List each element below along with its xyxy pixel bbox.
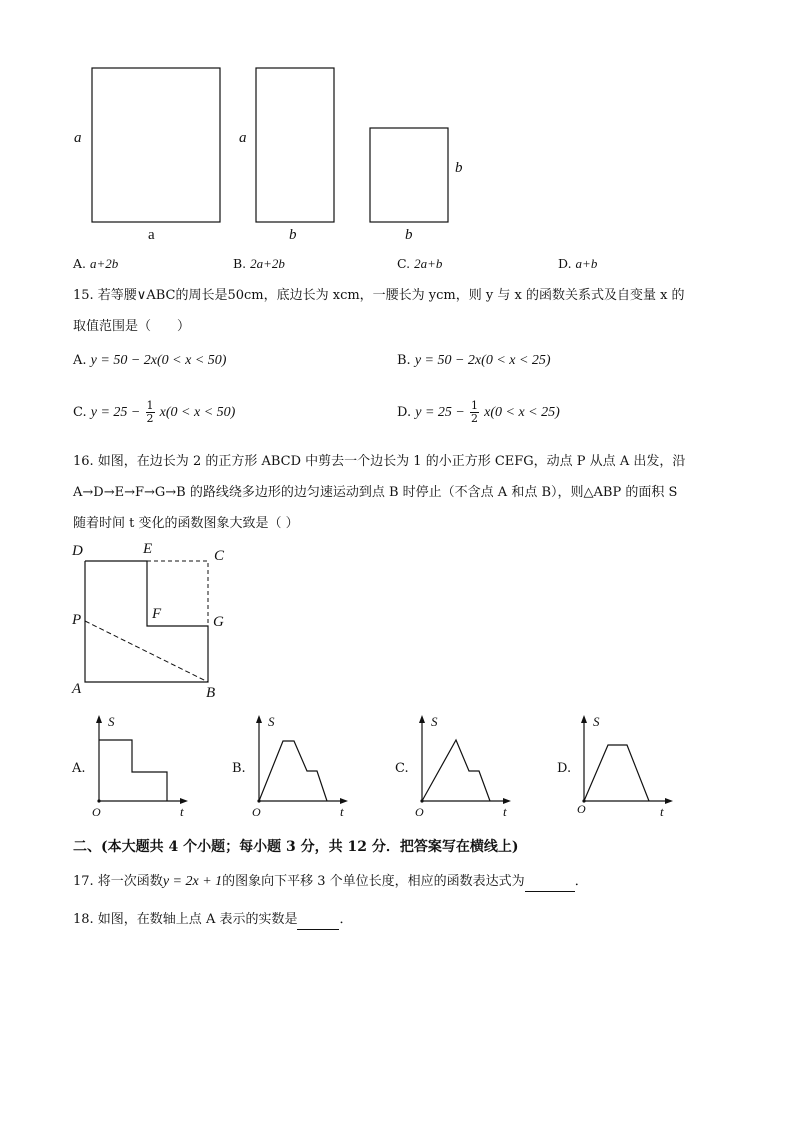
fraction-numerator: 1: [146, 399, 154, 412]
q18-end: ．: [339, 912, 353, 927]
q15-option-d[interactable]: [397, 398, 560, 428]
fraction-numerator: 1: [470, 399, 478, 412]
q15-stem-line1: 15. 若等腰∨ABC的周长是50cm，底边长为 xcm，一腰长为 ycm，则 y 与 x 的函数关系式及自变量 x 的: [73, 288, 685, 303]
rect1-bottom-label: a: [148, 227, 155, 243]
rect2-side-label: a: [239, 130, 247, 146]
q16-stem-line3: 随着时间 t 变化的函数图象大致是（ ）: [73, 516, 299, 531]
option-text: 2a+2b: [250, 256, 285, 271]
origin-label: O: [252, 805, 261, 819]
q16-option-d[interactable]: [555, 712, 685, 822]
q18: [73, 911, 352, 930]
y-axis-arrow: [256, 715, 262, 723]
q16-option-a[interactable]: [70, 712, 200, 822]
rect2-bottom-label: b: [289, 227, 297, 243]
option-letter: A.: [72, 761, 86, 776]
y-axis-arrow: [419, 715, 425, 723]
q15-option-a[interactable]: [73, 352, 226, 370]
point-a-label: A: [72, 681, 82, 697]
option-post: x(0 < x < 25): [484, 405, 560, 420]
point-g-label: G: [213, 614, 224, 630]
graph-d: [555, 712, 685, 822]
point-b-label: B: [206, 685, 216, 701]
q15-option-c[interactable]: [73, 398, 235, 428]
q14-option-a[interactable]: [73, 255, 118, 273]
q18-answer-blank[interactable]: [297, 911, 339, 930]
option-letter: D.: [397, 405, 412, 420]
q14-option-d[interactable]: [558, 255, 597, 273]
origin-dot: [97, 799, 100, 802]
option-letter: C.: [395, 761, 409, 776]
q16-stem-line1: 16. 如图，在边长为 2 的正方形 ABCD 中剪去一个边长为 1 的小正方形 CEFG，动点 P 从点 A 出发，沿: [73, 454, 686, 469]
point-e-label: E: [143, 541, 153, 557]
fraction-denominator: 2: [470, 412, 478, 425]
origin-label: O: [577, 802, 586, 816]
rect-a-by-a: [92, 68, 220, 222]
q18-pre: 18. 如图，在数轴上点 A 表示的实数是: [73, 912, 298, 927]
option-letter: B.: [233, 256, 247, 271]
q17-pre: 17. 将一次函数: [73, 874, 163, 889]
option-pre: y = 25 −: [415, 405, 465, 420]
q14-option-c[interactable]: [397, 255, 442, 273]
option-letter: C.: [73, 405, 87, 420]
x-axis-label: t: [503, 804, 507, 819]
y-axis-arrow: [581, 715, 587, 723]
q15-option-b[interactable]: [397, 352, 551, 370]
q17-end: ．: [574, 874, 588, 889]
origin-label: O: [415, 805, 424, 819]
rect1-side-label: a: [74, 130, 82, 146]
y-axis-label: S: [268, 714, 275, 729]
option-letter: B.: [397, 353, 411, 368]
origin-label: O: [92, 805, 101, 819]
option-letter: D.: [557, 761, 572, 776]
point-d-label: D: [72, 543, 83, 559]
x-axis-label: t: [180, 804, 184, 819]
origin-dot: [420, 799, 423, 802]
graph-b-curve: [259, 741, 327, 801]
fraction: [470, 400, 479, 425]
option-text: y = 50 − 2x(0 < x < 50): [90, 353, 227, 368]
q17: [73, 873, 588, 892]
q14-figure: [60, 60, 480, 250]
fraction-denominator: 2: [146, 412, 154, 425]
fraction: [146, 400, 155, 425]
option-letter: C.: [397, 256, 411, 271]
section-heading: 二、(本大题共 4 个小题；每小题 3 分，共 12 分．把答案写在横线上): [73, 839, 519, 855]
rect3-bottom-label: b: [405, 227, 413, 243]
q15-stem-line2: 取值范围是（ ）: [73, 319, 191, 334]
option-letter: B.: [232, 761, 246, 776]
rect3-side-label: b: [455, 160, 463, 176]
origin-dot: [257, 799, 260, 802]
option-letter: A.: [73, 256, 87, 271]
option-text: y = 50 − 2x(0 < x < 25): [414, 353, 551, 368]
q17-post: 的图象向下平移 3 个单位长度，相应的函数表达式为: [222, 874, 525, 889]
option-letter: D.: [558, 256, 572, 271]
point-p-label: P: [72, 612, 82, 628]
y-axis-label: S: [431, 714, 438, 729]
rect-a-by-b: [256, 68, 334, 222]
option-text: 2a+b: [414, 256, 443, 271]
option-letter: A.: [73, 353, 87, 368]
segment-pb-dashed: [85, 621, 208, 682]
x-axis-label: t: [340, 804, 344, 819]
x-axis-arrow: [665, 798, 673, 804]
q16-option-b[interactable]: [230, 712, 360, 822]
q16-stem-line2: A→D→E→F→G→B 的路线绕多边形的边匀速运动到点 B 时停止（不含点 A 和点 B），则△ABP 的面积 S: [73, 485, 678, 500]
q17-math: y = 2x + 1: [162, 874, 223, 889]
y-axis-label: S: [593, 714, 600, 729]
q14-option-b[interactable]: [233, 255, 285, 273]
y-axis-arrow: [96, 715, 102, 723]
q16-option-c[interactable]: [393, 712, 523, 822]
graph-c-curve: [422, 740, 490, 801]
y-axis-label: S: [108, 714, 115, 729]
point-c-label: C: [214, 548, 225, 564]
q17-answer-blank[interactable]: [525, 873, 575, 892]
option-pre: y = 25 −: [90, 405, 141, 420]
graph-d-curve: [584, 745, 649, 801]
option-text: a+2b: [90, 256, 119, 271]
polygon-outline: [85, 561, 208, 682]
rect-b-by-b: [370, 128, 448, 222]
point-f-label: F: [152, 606, 162, 622]
graph-a-curve: [99, 740, 167, 801]
option-text: a+b: [575, 256, 598, 271]
x-axis-label: t: [660, 804, 664, 819]
option-post: x(0 < x < 50): [159, 405, 236, 420]
